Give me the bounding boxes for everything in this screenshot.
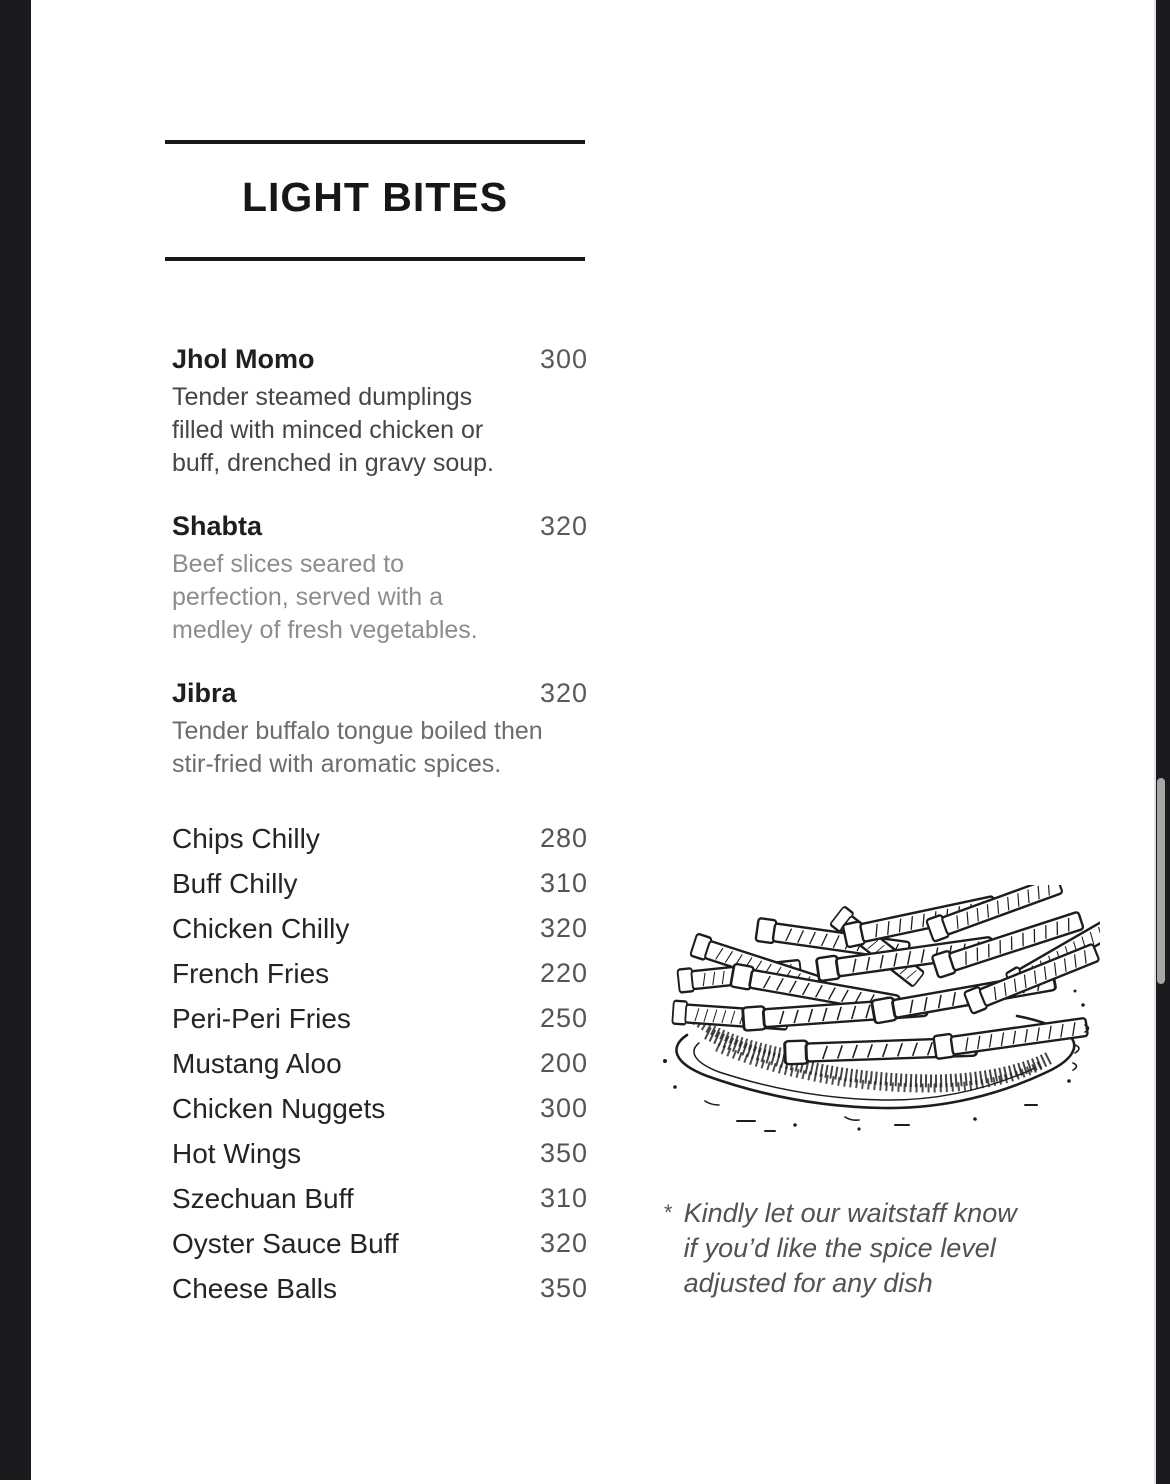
note-line: Kindly let our waitstaff know xyxy=(683,1198,1017,1228)
scrollbar-track[interactable] xyxy=(1156,0,1170,1484)
menu-item-row xyxy=(172,996,588,1041)
menu-item-name: Jhol Momo xyxy=(172,344,315,374)
menu-item-name: French Fries xyxy=(172,957,330,989)
menu-item-row xyxy=(172,861,588,906)
menu-item-price: 300 xyxy=(539,1093,588,1123)
menu-item-name: Oyster Sauce Buff xyxy=(172,1227,399,1259)
menu-item-row xyxy=(172,1176,588,1221)
menu-item-row xyxy=(172,1221,588,1266)
menu-item-price: 350 xyxy=(539,1138,588,1168)
note-text xyxy=(684,1196,1017,1301)
menu-item-price: 320 xyxy=(539,1228,588,1258)
menu-item-price: 280 xyxy=(539,823,588,853)
menu-item-price: 310 xyxy=(539,868,588,898)
menu-item-described xyxy=(172,341,588,480)
menu-item-described xyxy=(172,675,588,781)
asterisk-marker: * xyxy=(663,1200,672,1225)
menu-item-described xyxy=(172,508,588,647)
menu-item-price: 220 xyxy=(539,958,588,988)
menu-item-row xyxy=(172,1086,588,1131)
french-fries-illustration xyxy=(645,885,1100,1143)
menu-item-price: 250 xyxy=(539,1003,588,1033)
menu-item-description: Tender steamed dumplings filled with minced chicken or buff, drenched in gravy soup. xyxy=(172,383,494,477)
menu-item-name: Hot Wings xyxy=(172,1137,302,1169)
menu-item-name: Chips Chilly xyxy=(172,822,320,854)
viewer-left-margin xyxy=(0,0,31,1480)
note-line: adjusted for any dish xyxy=(683,1268,933,1298)
menu-item-name: Peri-Peri Fries xyxy=(172,1002,351,1034)
menu-item-row xyxy=(172,1131,588,1176)
menu-item-price: 320 xyxy=(539,678,588,708)
note-line: if you’d like the spice level xyxy=(683,1233,996,1263)
page-title: LIGHT BITES xyxy=(241,174,509,220)
menu-item-header xyxy=(172,341,588,377)
menu-item-description: Beef slices seared to perfection, served with a medley of fresh vegetables. xyxy=(172,550,478,644)
menu-item-name: Chicken Nuggets xyxy=(172,1092,386,1124)
menu-item-header xyxy=(172,675,588,711)
menu-item-name: Shabta xyxy=(172,511,263,541)
menu-item-row xyxy=(172,906,588,951)
menu-item-name: Chicken Chilly xyxy=(172,912,350,944)
described-items xyxy=(172,341,588,809)
menu-item-price: 200 xyxy=(539,1048,588,1078)
menu-item-price: 320 xyxy=(539,913,588,943)
menu-item-row xyxy=(172,1041,588,1086)
menu-item-price: 350 xyxy=(539,1273,588,1303)
simple-items xyxy=(172,816,588,1311)
menu-item-name: Buff Chilly xyxy=(172,867,298,899)
menu-item-price: 310 xyxy=(539,1183,588,1213)
menu-item-name: Jibra xyxy=(172,678,237,708)
menu-item-row xyxy=(172,1266,588,1311)
menu-item-name: Szechuan Buff xyxy=(172,1182,354,1214)
spice-note xyxy=(663,1196,1043,1301)
title-rule-bottom xyxy=(165,257,585,261)
menu-item-price: 300 xyxy=(539,344,588,374)
menu-item-description: Tender buffalo tongue boiled then stir-fried with aromatic spices. xyxy=(172,717,543,778)
menu-item-price: 320 xyxy=(539,511,588,541)
menu-item-row xyxy=(172,951,588,996)
menu-item-row xyxy=(172,816,588,861)
menu-item-header xyxy=(172,508,588,544)
menu-item-name: Mustang Aloo xyxy=(172,1047,342,1079)
section-title-block xyxy=(165,140,585,261)
scrollbar-thumb[interactable] xyxy=(1157,778,1165,984)
menu-item-name: Cheese Balls xyxy=(172,1272,337,1304)
